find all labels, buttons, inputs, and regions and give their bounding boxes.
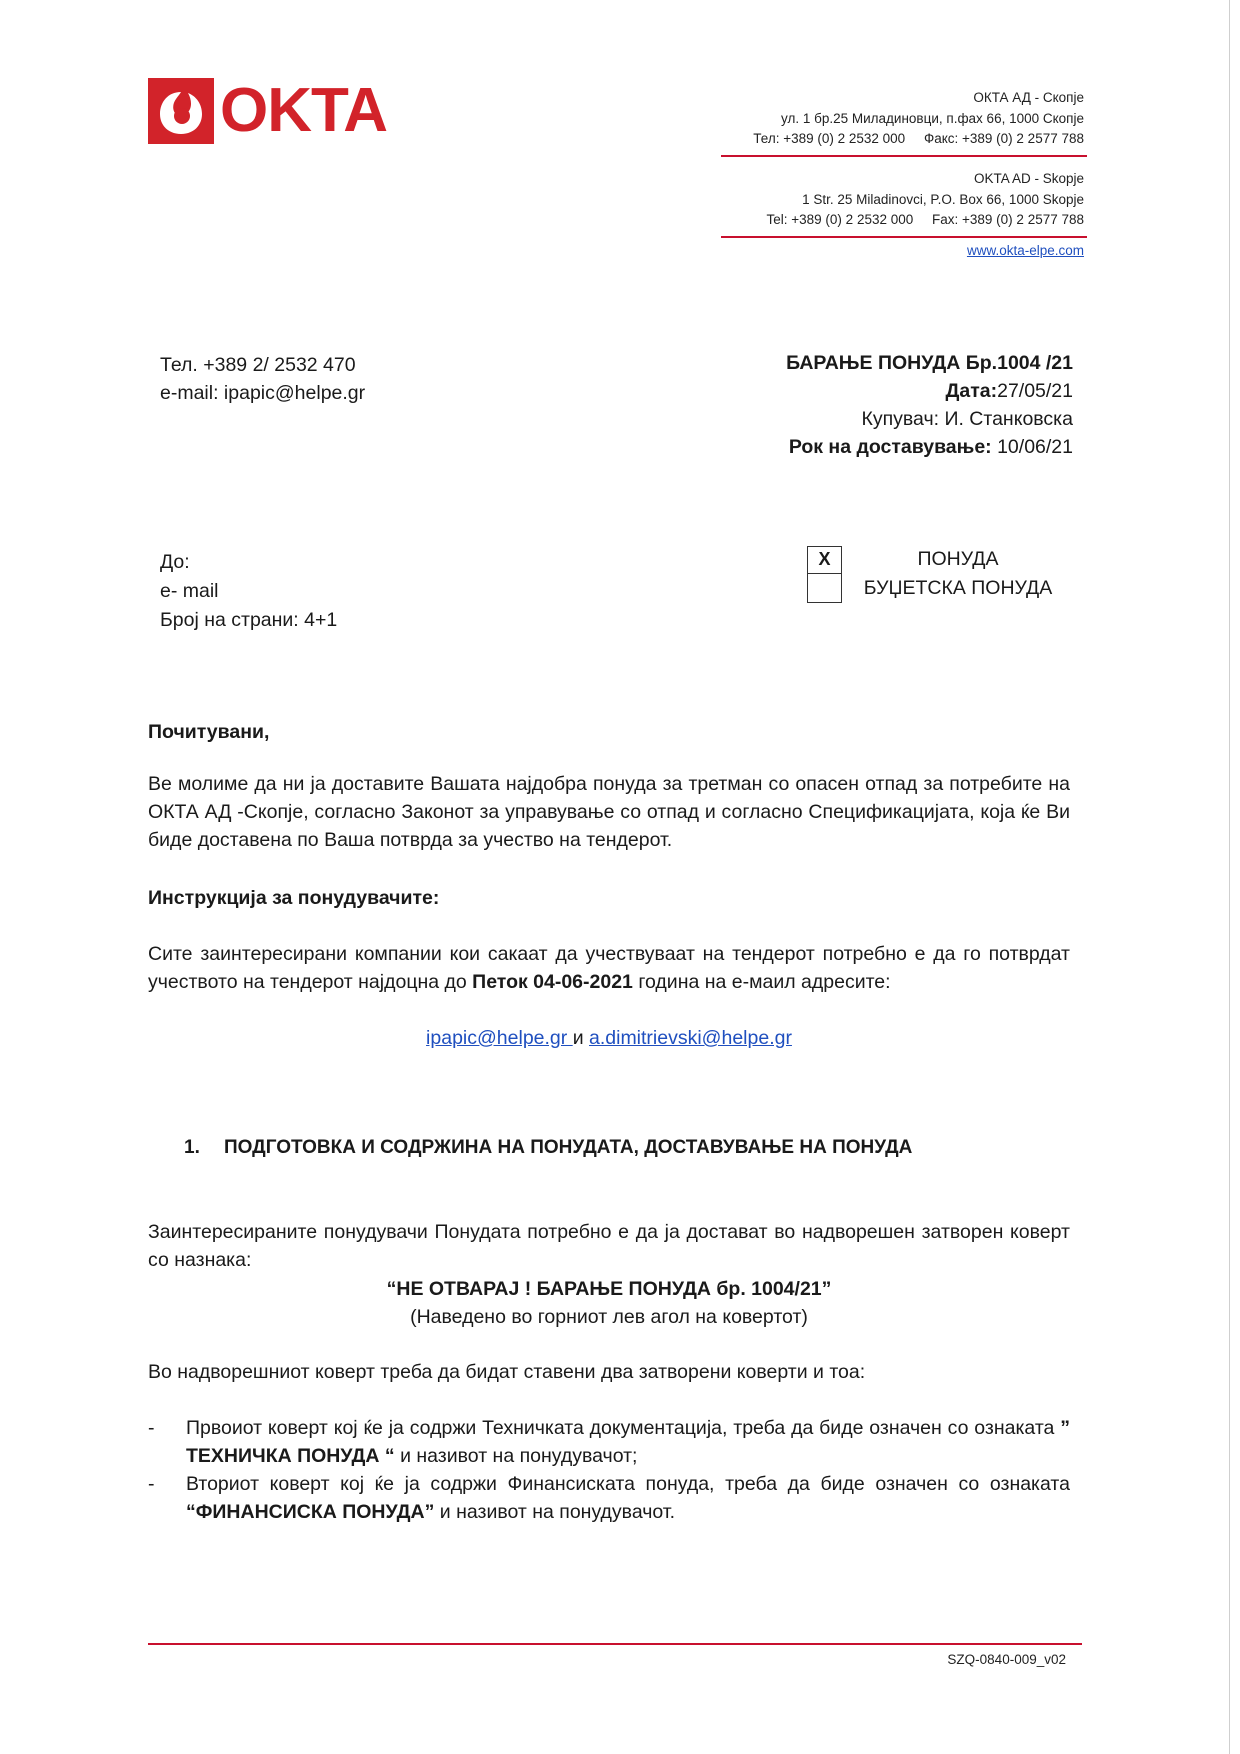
website-link[interactable]: www.okta-elpe.com (966, 243, 1084, 258)
marking-note: (Наведено во горниот лев агол на ковертот) (410, 1306, 808, 1328)
email-link-dimitrievski[interactable]: a.dimitrievski@helpe.gr (589, 1027, 792, 1049)
page-edge (1229, 0, 1230, 1754)
list-dash: - (148, 1473, 155, 1495)
email-link-ipapic[interactable]: ipapic@helpe.gr (426, 1027, 573, 1049)
email-addresses (148, 1024, 1070, 1052)
header-address-mk (753, 88, 1084, 150)
header-separator-1 (721, 155, 1087, 157)
recipient-block (160, 548, 337, 635)
envelope-list (148, 1414, 1070, 1526)
paragraph-request: Ве молиме да ни ја доставите Вашата најдобра понуда за третман со опасен отпад за потребите на ОКТА АД -Скопје, согласно Законот за управување со отпад и согласно Спецификацијата, која ќе Ви биде доставена по Ваша потврда за учество на тендерот. (148, 773, 1070, 851)
buyer: Купувач: И. Станковска (861, 408, 1073, 430)
fax-en: Fax: +389 (0) 2 2577 788 (932, 212, 1084, 227)
company-name-en: OKTA AD - Skopje (973, 171, 1084, 186)
section-title: ПОДГОТОВКА И СОДРЖИНА НА ПОНУДАТА, ДОСТАВУВАЊЕ НА ПОНУДА (224, 1137, 913, 1158)
header-separator-2 (721, 236, 1087, 238)
street-address-mk: ул. 1 бр.25 Миладиновци, п.фах 66, 1000 Скопје (781, 110, 1084, 126)
contact-phone: Тел. +389 2/ 2532 470 (160, 354, 356, 376)
option-budget-label: БУЏЕТСКА ПОНУДА (863, 577, 1053, 599)
date-label: Дата: (945, 380, 998, 402)
header-address-en (767, 169, 1084, 231)
fax-mk: Факс: +389 (0) 2 2577 788 (923, 131, 1084, 146)
phone-en: Tel: +389 (0) 2 2532 000 (766, 212, 914, 227)
list-item (148, 1414, 1070, 1470)
list-item-text: Прво​иот коверт кој ќе ја содржи Техничката документација, треба да биде означен со ознаката (186, 1417, 1061, 1439)
list-dash: - (148, 1417, 155, 1439)
confirmation-text-end: година на е-маил адресите: (632, 971, 891, 993)
phone-fax-en (767, 210, 1084, 231)
confirmation-text-start: Сите заинтересирани компании кои сакаат да учествуваат на тендерот потребно е да го потврдат учеството на тендерот најдоцна до (148, 943, 1070, 993)
contact-email: e-mail: ipapic@helpe.gr (160, 382, 366, 404)
list-item (148, 1470, 1070, 1526)
option-offer-checkbox: X (807, 546, 842, 574)
option-budget-offer (807, 574, 1058, 603)
phone-mk: Тел: +389 (0) 2 2532 000 (753, 131, 906, 146)
to-email: e- mail (160, 580, 219, 602)
okta-logo (148, 78, 404, 144)
list-item-text-end: и називот на понудувачот; (394, 1445, 638, 1467)
okta-drop-icon (148, 78, 214, 144)
option-offer-label: ПОНУДА (917, 548, 999, 570)
section-number: 1. (184, 1137, 200, 1158)
marking-text: “НЕ ОТВАРАЈ ! БАРАЊЕ ПОНУДА бр. 1004/21” (386, 1278, 832, 1300)
page-count: Број на страни: 4+1 (160, 609, 338, 631)
deadline-label: Рок на доставување: (788, 436, 992, 458)
company-name-mk: ОКТА АД - Скопје (973, 90, 1084, 105)
list-item-text-end: и називот на понудувачот. (434, 1501, 675, 1523)
date-value: 27/05/21 (997, 380, 1073, 402)
paragraph-inner-envelopes: Во надворешниот коверт треба да бидат ставени два затворени коверти и тоа: (148, 1361, 866, 1383)
paragraph-confirmation (148, 940, 1070, 996)
document-code: SZQ-0840-009_v02 (947, 1652, 1066, 1667)
option-offer (807, 545, 1058, 574)
list-item-bold: ” ТЕХНИЧКА ПОНУДА “ (186, 1417, 1070, 1467)
confirmation-deadline: Петок 04-06-2021 (472, 971, 633, 993)
street-address-en: 1 Str. 25 Miladinovci, P.O. Box 66, 1000 Skopje (802, 191, 1084, 207)
deadline-value: 10/06/21 (991, 436, 1073, 458)
contact-block (160, 351, 365, 407)
list-item-bold: “ФИНАНСИСКА ПОНУДА” (186, 1501, 435, 1523)
footer-separator (148, 1643, 1082, 1645)
greeting: Почитувани, (148, 721, 270, 743)
offer-type-options (807, 545, 1058, 603)
request-info (786, 349, 1073, 461)
envelope-marking (148, 1275, 1070, 1331)
section-1-heading (184, 1134, 912, 1162)
to-label: До: (160, 551, 190, 573)
option-budget-checkbox (807, 574, 842, 603)
phone-fax-mk (753, 129, 1084, 150)
list-item-text: Вториот коверт кој ќе ја содржи Финансиската понуда, треба да биде означен со ознаката (186, 1473, 1070, 1495)
instructions-heading: Инструкција за понудувачите: (148, 887, 440, 909)
email-joiner: и (572, 1027, 589, 1049)
paragraph-envelope: Заинтересираните понудувачи Понудата потребно е да ја достават во надворешен затворен коверт со назнака: (148, 1221, 1070, 1271)
logo-wordmark: OKTA (220, 76, 388, 145)
request-title: БАРАЊЕ ПОНУДА Бр.1004 /21 (786, 352, 1073, 374)
